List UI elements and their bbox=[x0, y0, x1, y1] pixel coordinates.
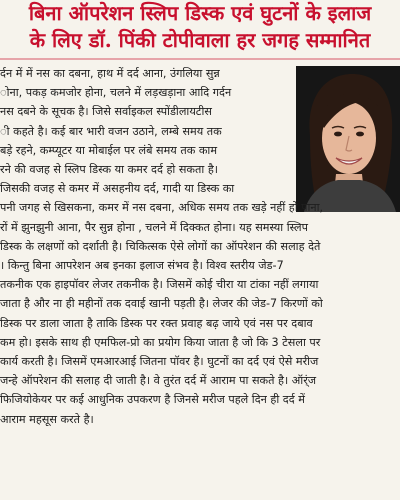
article-line: र्दन में में नस का दबना, हाथ में दर्द आना, उंगलिया सुन्न bbox=[0, 67, 220, 80]
article-line: फिजियोकेयर पर कई आधुनिक उपकरण है जिनसे मरीज पहले दिन ही दर्द में bbox=[0, 393, 305, 407]
headline-divider bbox=[0, 58, 400, 60]
article-line: ी कहते है। कई बार भारी वजन उठाने, लम्बे समय तक bbox=[0, 124, 222, 138]
article-line: रने की वजह से स्लिप डिस्क या कमर दर्द हो सकता है। bbox=[0, 163, 219, 177]
article-line: डिस्क पर डाला जाता है ताकि डिस्क पर रक्त प्रवाह बढ़ जाये एवं नस पर दबाव bbox=[0, 316, 313, 330]
article-line: रों में झुनझुनी आना, पैर सुन्न होना , चलने में दिक्कत होना। यह समस्या स्लिप bbox=[0, 220, 308, 234]
article-line: आराम महसूस करते है। bbox=[0, 412, 94, 426]
article-line: । किन्तु बिना आपरेशन अब इनका इलाज संभव है। विश्व स्तरीय जेड-7 bbox=[0, 259, 284, 273]
article-line: तकनीक एक हाइपॉवर लेजर तकनीक है। जिसमें कोई चीरा या टांका नहीं लगाया bbox=[0, 278, 319, 292]
article-line: जिसकी वजह से कमर में असहनीय दर्द, गादी या डिस्क का bbox=[0, 182, 235, 196]
article-line: पनी जगह से खिसकना, कमर में नस दबना, अधिक समय तक खड़े नहीं हो पाना, bbox=[0, 201, 324, 215]
article-line: ोना, पकड़ कमजोर होना, चलने में लड़खड़ाना आदि गर्दन bbox=[0, 86, 232, 100]
headline-line-1: बिना ऑपरेशन स्लिप डिस्क एवं घुटनों के इलाज bbox=[28, 1, 372, 25]
headline-line-2: के लिए डॉ. पिंकी टोपीवाला हर जगह सम्मानित bbox=[29, 28, 371, 52]
article-line: बड़े रहने, कम्प्यूटर या मोबाईल पर लंबे समय तक काम bbox=[0, 143, 218, 157]
headline bbox=[0, 0, 400, 54]
article-line: डिस्क के लक्षणों को दर्शाती है। चिकित्सक ऐसे लोगों का ऑपरेशन की सलाह देते bbox=[0, 239, 321, 253]
article-line: कार्य करती है। जिसमें एमआरआई जितना पॉवर है। घुटनों का दर्द एवं ऐसे मरीज bbox=[0, 355, 319, 369]
article-body bbox=[0, 64, 400, 429]
article-line: नस दबने के सूचक है। जिसे सर्वाइकल स्पोंडीलायटीस bbox=[0, 105, 212, 119]
article-line: कम हो। इसके साथ ही एमफिल-प्रो का प्रयोग किया जाता है जो कि 3 टेसला पर bbox=[0, 335, 321, 349]
article-line: जन्हे ऑपरेशन की सलाह दी जाती है। वे तुरंत दर्द में आराम पा सकते है। ऑर्ंज bbox=[0, 374, 317, 388]
article-line: जाता है और ना ही महीनों तक दवाई खानी पड़ती है। लेजर की जेड-7 किरणों को bbox=[0, 297, 323, 311]
